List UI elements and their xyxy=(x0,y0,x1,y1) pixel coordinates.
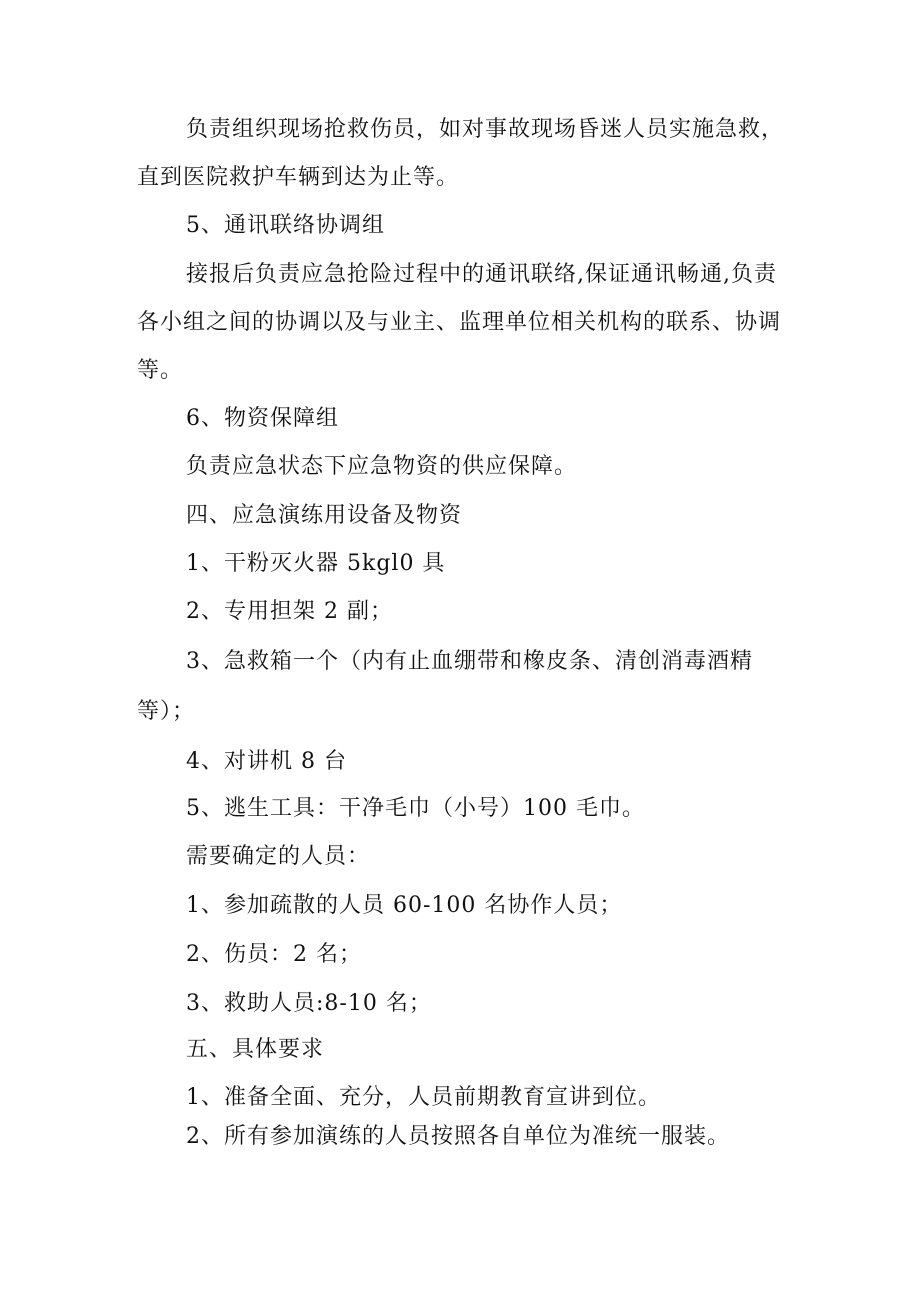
paragraph-line: 负责组织现场抢救伤员，如对事故现场昏迷人员实施急救， xyxy=(186,117,785,142)
list-item-continuation: 等）； xyxy=(137,699,196,724)
list-item: 5、逃生工具：干净毛巾（小号）100 毛巾。 xyxy=(186,796,645,821)
list-item: 4、对讲机 8 台 xyxy=(186,749,347,774)
chapter-heading: 四、应急演练用设备及物资 xyxy=(186,503,463,528)
paragraph-line: 各小组之间的协调以及与业主、监理单位相关机构的联系、协调 xyxy=(137,310,782,335)
list-item: 1、干粉灭火器 5kgl0 具 xyxy=(186,551,446,576)
list-item: 1、参加疏散的人员 60-100 名协作人员； xyxy=(186,893,623,918)
list-item: 2、专用担架 2 副； xyxy=(186,599,393,624)
section-heading: 5、通讯联络协调组 xyxy=(186,213,385,238)
subheading: 需要确定的人员： xyxy=(186,844,371,869)
paragraph-line: 接报后负责应急抢险过程中的通讯联络,保证通讯畅通,负责 xyxy=(186,262,777,287)
paragraph-line: 负责应急状态下应急物资的供应保障。 xyxy=(186,454,578,479)
paragraph-line: 等。 xyxy=(137,358,184,383)
section-heading: 6、物资保障组 xyxy=(186,406,339,431)
list-item: 3、救助人员:8-10 名； xyxy=(186,991,432,1016)
list-item: 2、所有参加演练的人员按照各自单位为准统一服装。 xyxy=(186,1124,730,1149)
list-item: 2、伤员：2 名； xyxy=(186,942,362,967)
list-item: 3、急救箱一个（内有止血绷带和橡皮条、清创消毒酒精 xyxy=(186,649,753,674)
chapter-heading: 五、具体要求 xyxy=(186,1037,325,1062)
paragraph-line: 直到医院救护车辆到达为止等。 xyxy=(137,165,460,190)
list-item: 1、准备全面、充分，人员前期教育宣讲到位。 xyxy=(186,1085,661,1110)
